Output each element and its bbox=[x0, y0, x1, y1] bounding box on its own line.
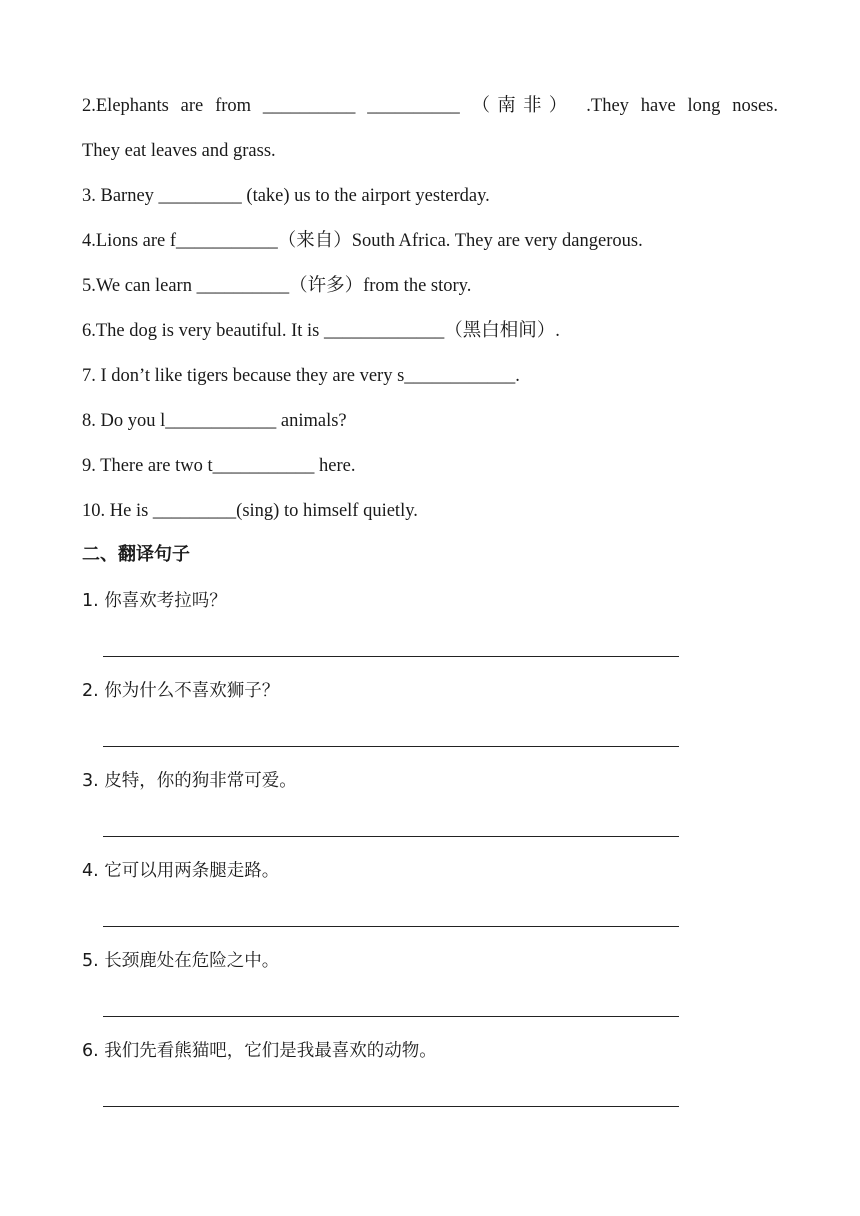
fill-in-item-8: 8. Do you l____________ animals? bbox=[82, 411, 347, 431]
fill-in-item-2: 2.Elephants are from __________ __________ （南非） .They have long noses. bbox=[82, 96, 778, 116]
answer-line-5 bbox=[103, 1016, 679, 1017]
section-heading-translate: 二、翻译句子 bbox=[82, 544, 190, 565]
fill-in-item-7: 7. I don’t like tigers because they are very s____________. bbox=[82, 366, 520, 386]
answer-line-3 bbox=[103, 836, 679, 837]
fill-in-item-9: 9. There are two t___________ here. bbox=[82, 456, 356, 476]
fill-in-item-5: 5.We can learn __________（许多）from the story. bbox=[82, 276, 472, 296]
fill-in-item-10: 10. He is _________(sing) to himself quietly. bbox=[82, 501, 418, 521]
fill-in-item-2-continued: They eat leaves and grass. bbox=[82, 141, 276, 161]
translate-item-5: 5. 长颈鹿处在危险之中。 bbox=[82, 951, 280, 971]
answer-line-6 bbox=[103, 1106, 679, 1107]
fill-in-item-6: 6.The dog is very beautiful. It is _____________（黑白相间）. bbox=[82, 321, 560, 341]
translate-item-3: 3. 皮特，你的狗非常可爱。 bbox=[82, 771, 297, 791]
answer-line-4 bbox=[103, 926, 679, 927]
answer-line-1 bbox=[103, 656, 679, 657]
fill-in-item-3: 3. Barney _________ (take) us to the airport yesterday. bbox=[82, 186, 490, 206]
translate-item-4: 4. 它可以用两条腿走路。 bbox=[82, 861, 280, 881]
translate-item-2: 2. 你为什么不喜欢狮子？ bbox=[82, 681, 280, 701]
answer-line-2 bbox=[103, 746, 679, 747]
translate-item-1: 1. 你喜欢考拉吗？ bbox=[82, 591, 227, 611]
translate-item-6: 6. 我们先看熊猫吧，它们是我最喜欢的动物。 bbox=[82, 1041, 437, 1061]
fill-in-item-4: 4.Lions are f___________（来自）South Africa. They are very dangerous. bbox=[82, 231, 643, 251]
